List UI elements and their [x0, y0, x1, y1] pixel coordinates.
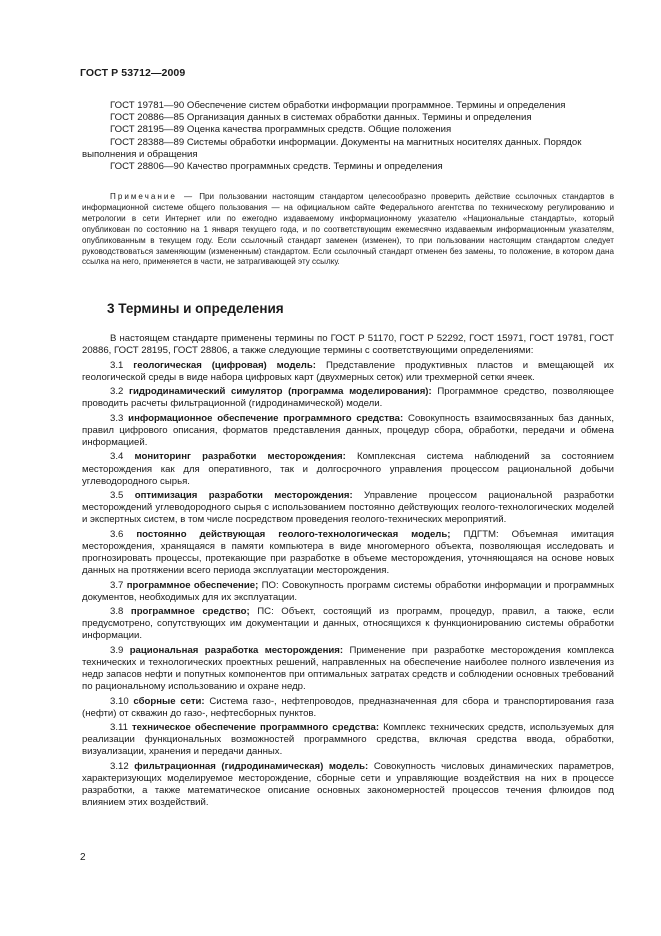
note-label: Примечание — — [110, 192, 195, 201]
term-name: программное средство; — [130, 606, 250, 618]
standard-header: ГОСТ Р 53712—2009 — [80, 67, 186, 79]
term-number: 3.10 — [110, 695, 129, 707]
note-paragraph — [82, 192, 614, 268]
reference-item: ГОСТ 28195—89 Оценка качества программных средств. Общие положения — [110, 124, 452, 136]
note-block — [82, 192, 614, 268]
term-number: 3.8 — [110, 606, 124, 618]
term-number: 3.6 — [110, 528, 124, 540]
term-number: 3.1 — [110, 359, 124, 371]
reference-list — [82, 100, 614, 173]
term-entry — [82, 386, 614, 410]
term-name: гидродинамический симулятор (программа моделирования): — [129, 386, 432, 398]
term-number: 3.11 — [110, 722, 128, 734]
terms-body — [82, 333, 614, 812]
intro-paragraph: В настоящем стандарте применены термины по ГОСТ Р 51170, ГОСТ Р 52292, ГОСТ 15971, ГОСТ 19781, ГОСТ 20886, ГОСТ 28195, ГОСТ 28806, а также следующие термины с соответствующими определениями: — [82, 333, 614, 357]
term-name: постоянно действующая геолого-технологическая модель; — [136, 528, 451, 540]
term-definition: Комплекс технических средств, используемых для реализации функциональных возможностей программного средства, включая средства ввода, обработки, визуализации, хранения и передачи данных. — [82, 722, 614, 758]
term-number: 3.2 — [110, 386, 124, 398]
term-name: рациональная разработка месторождения: — [129, 644, 344, 656]
term-definition: Система газо-, нефтепроводов, предназначенная для сбора и транспортирования газа (нефти) от скважин до газо-, нефтесборных пунктов. — [82, 695, 615, 719]
term-definition: Применение при разработке месторождения комплекса технических и технологических проектных решений, направленных на обеспечение наиболее полного извлечения из недр запасов нефти и попутных компонентов при оптимальных затратах средств и соблюдении основных требований по рациональному использованию и охране недр. — [82, 644, 615, 693]
term-name: геологическая (цифровая) модель: — [133, 359, 316, 371]
term-entry — [82, 722, 614, 758]
term-number: 3.9 — [110, 644, 124, 656]
term-name: информационное обеспечение программного средства: — [128, 412, 404, 424]
term-definition: ПДГТМ: Объемная имитация месторождения, хранящаяся в памяти компьютера в виде многомерного объекта, позволяющая исследовать и прогнозировать процессы, протекающие при разработке в объеме месторождения, уточняющаяся на основе новых данных на протяжении всего периода эксплуатации месторождения. — [82, 528, 614, 577]
term-definition: Совокупность взаимосвязанных баз данных, правил цифрового описания, форматов представления данных, процедур сбора, обработки, передачи и обмена информацией. — [82, 412, 614, 448]
term-name: мониторинг разработки месторождения: — [134, 451, 346, 463]
section-heading: 3 Термины и определения — [107, 301, 284, 316]
term-entry — [82, 606, 614, 642]
term-entry — [82, 696, 614, 720]
term-definition: Управление процессом рациональной разработки месторождений углеводородного сырья с использованием постоянно действующих геолого-технологических моделей и экспертных систем, в том числе посредством проведения геолого-технических мероприятий. — [82, 490, 614, 526]
term-entry — [82, 645, 614, 693]
term-definition: Комплексная система наблюдений за состоянием месторождения как для оперативного, так и долгосрочного управления процессом рациональной добычи углеводородного сырья. — [82, 451, 615, 487]
term-entry — [82, 580, 614, 604]
reference-item: ГОСТ 20886—85 Организация данных в системах обработки данных. Термины и определения — [110, 112, 532, 124]
reference-item: ГОСТ 19781—90 Обеспечение систем обработки информации программное. Термины и определения — [110, 100, 566, 111]
term-entry — [82, 360, 614, 384]
term-number: 3.4 — [110, 451, 124, 463]
term-entry — [82, 451, 614, 487]
term-definition: Представление продуктивных пластов и вмещающей их геологической среды в виде набора цифровых карт (двухмерных сеток) или трехмерной сетки ячеек. — [82, 359, 614, 383]
term-entry — [82, 490, 614, 526]
term-number: 3.3 — [110, 412, 124, 424]
term-number: 3.12 — [110, 760, 129, 772]
term-name: техническое обеспечение программного средства: — [131, 722, 380, 734]
term-definition: ПО: Совокупность программ системы обработки информации и программных документов, необходимых для их эксплуатации. — [82, 579, 614, 603]
term-name: фильтрационная (гидродинамическая) модель: — [134, 760, 369, 772]
term-entry — [82, 529, 614, 577]
term-name: оптимизация разработки месторождения: — [134, 490, 353, 502]
reference-item: ГОСТ 28388—89 Системы обработки информации. Документы на магнитных носителях данных. Порядок выполнения и обращения — [82, 136, 582, 160]
term-definition: Программное средство, позволяющее проводить расчеты фильтрационной (гидродинамической) модели. — [82, 386, 614, 410]
term-entry — [82, 761, 614, 809]
term-entry — [82, 413, 614, 449]
term-definition: ПС: Объект, состоящий из программ, процедур, правил, а также, если предусмотрено, сопутствующих им документации и данных, относящихся к функционированию системы обработки информации. — [82, 606, 615, 642]
note-text: При пользовании настоящим стандартом целесообразно проверить действие ссылочных стандартов в информационной системе общего пользования — на официальном сайте Федерального агентства по техническому регулированию и метрологии в сети Интернет или по ежегодно издаваемому информационному указателю «Национальные стандарты», который опубликован по состоянию на 1 января текущего года, и по соответствующим ежемесячно издаваемым информационным указателям, опубликованным в текущем году. Если ссылочный стандарт заменен (изменен), то при пользовании настоящим стандартом следует руководствоваться заменяющим (измененным) стандартом. Если ссылочный стандарт отменен без замены, то положение, в котором дана ссылка на него, применяется в части, не затрагивающей эту ссылку. — [82, 192, 614, 267]
term-number: 3.7 — [110, 579, 124, 591]
term-name: программное обеспечение; — [126, 579, 259, 591]
term-name: сборные сети: — [133, 695, 205, 707]
term-definition: Совокупность числовых динамических параметров, характеризующих моделируемое месторождение, сборные сети и управляющие воздействия на них в процессе разработки, а также математическое описание основных закономерностей процессов течения флюидов под влиянием этих воздействий. — [82, 760, 615, 809]
reference-item: ГОСТ 28806—90 Качество программных средств. Термины и определения — [110, 161, 443, 173]
term-number: 3.5 — [110, 490, 124, 502]
page-number: 2 — [80, 852, 86, 863]
